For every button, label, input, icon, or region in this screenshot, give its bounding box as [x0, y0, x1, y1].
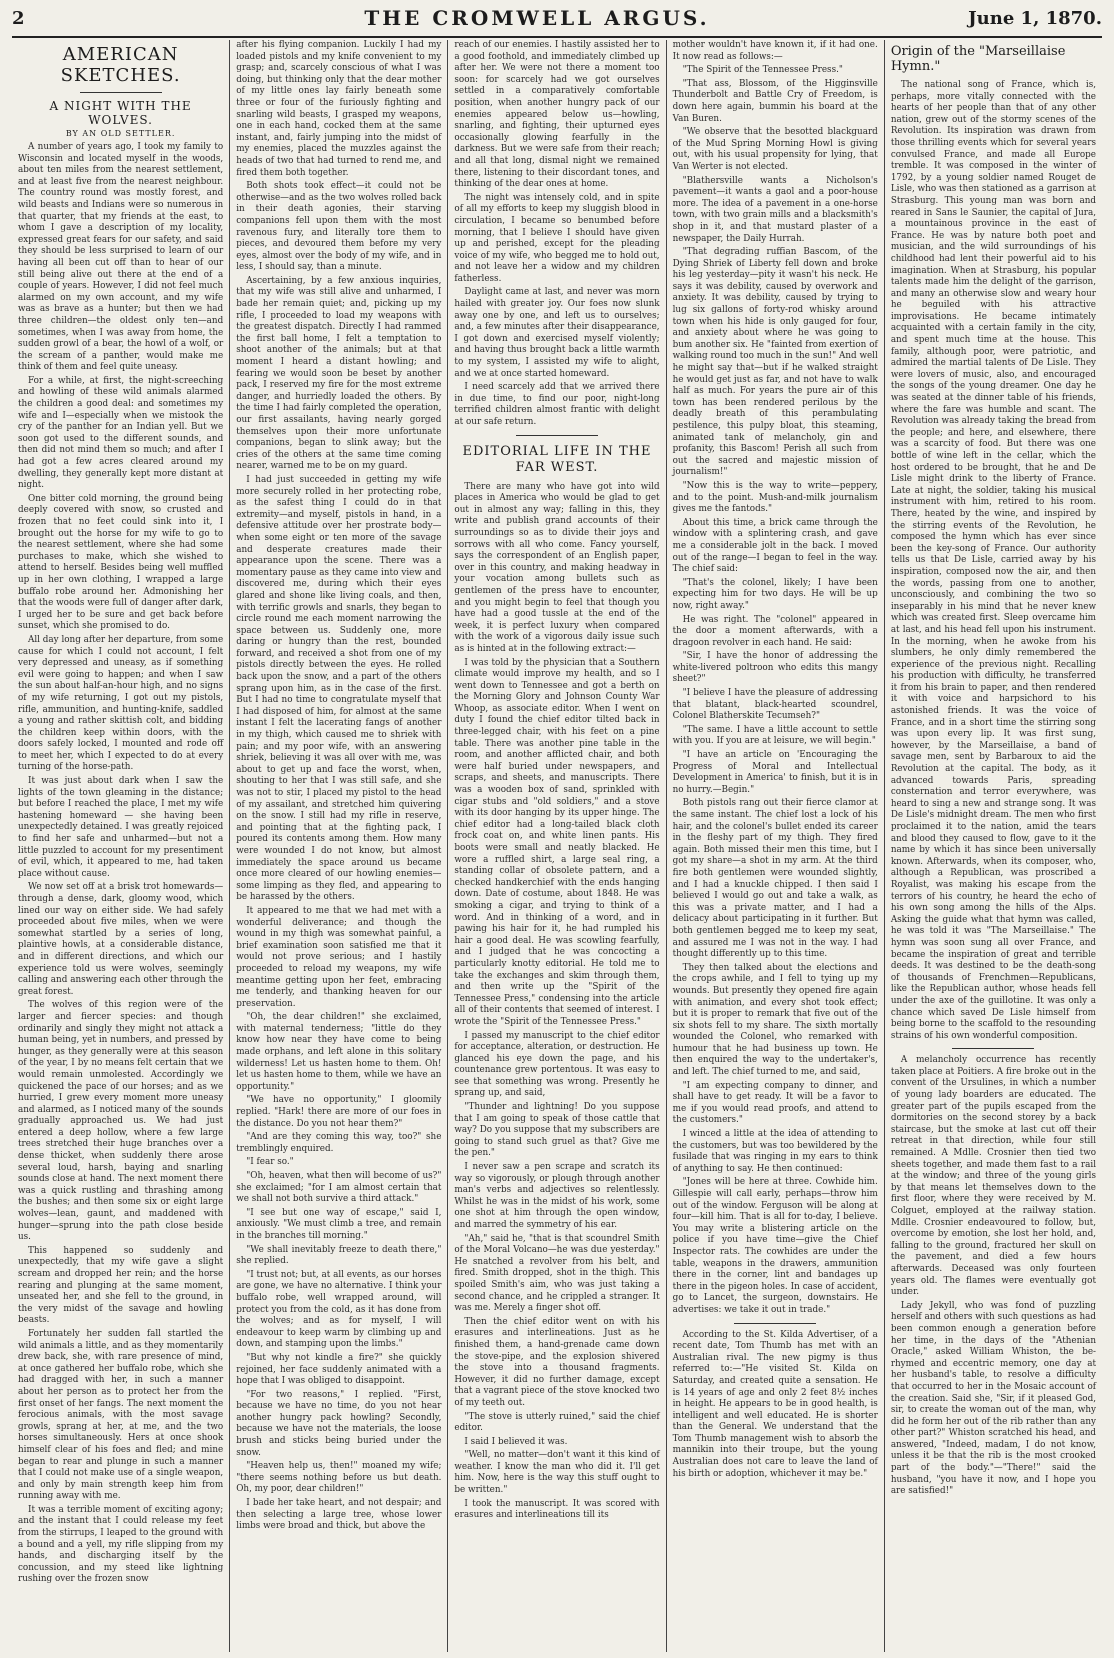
article-body	[18, 142, 223, 1586]
article-body	[236, 40, 441, 1533]
article-body	[673, 1330, 878, 1481]
paragraph: reach of our enemies. I hastily assisted her to a good foothold, and immediately climbed up after her. We were not there a moment too soon: for scarcely had we got ourselves settled in a comparatively comfortable position, when another hungry pack of our enemies appeared below us—howling, snarling, and fighting, their upturned eyes occasionally glowing fearfully in the darkness. But we were safe from their reach; and all that long, dismal night we remained there, listening to their discordant tones, and thinking of the dear ones at home.	[454, 40, 660, 190]
paragraph: "Ah," said he, "that is that scoundrel Smith of the Moral Volcano—he was due yesterday." He snatched a revolver from his belt, and fired. Smith dropped, shot in the thigh. This spoiled Smith's aim, who was just taking a second chance, and he crippled a stranger. It was me. Merely a finger shot off.	[454, 1233, 660, 1314]
paragraph: "Well, no matter—don't want it this kind of weather. I know the man who did it. I'll get him. Now, here is the way this stuff ought to be written."	[454, 1450, 660, 1496]
paragraph: "Heaven help us, then!" moaned my wife; "there seems nothing before us but death. Oh, my poor, dear children!"	[236, 1461, 442, 1495]
paragraph: There are many who have got into wild places in America who would be glad to get out in almost any way; falling in this, they write and publish grand accounts of their surroundings so as to divide their joys and sorrows with all who come. Fancy yourself, says the correspondent of an English paper, over in this country, and making headway in your vocation among bullets such as gentlemen of the press have to encounter, and you might begin to feel that though you have had a good tussle at the end of the week, it is perfect luxury when compared with the work of a vigorous daily issue such as is hinted at in the following extract:—	[454, 481, 660, 654]
section-heading: AMERICAN SKETCHES.	[60, 44, 181, 86]
paragraph: "And are they coming this way, too?" she tremblingly enquired.	[236, 1132, 442, 1154]
paragraph: "The stove is utterly ruined," said the chief editor.	[454, 1411, 660, 1434]
paragraph: I never saw a pen scrape and scratch its way so vigorously, or plough through another man's verbs and adjectives so relentlessly. Whilst he was in the midst of his work, some one shot at him through the open window, and marred the symmetry of his ear.	[454, 1162, 660, 1230]
paragraph: "Blathersville wants a Nicholson's pavement—it wants a gaol and a poor-house more. The idea of a pavement in a one-horse town, with two grain mills and a blacksmith's shop in it, and that mustard plaster of a newspaper, the Daily Hurrah.	[672, 175, 878, 244]
paragraph: after his flying companion. Luckily I had my loaded pistols and my knife convenient to my grasp; and, scarcely conscious of what I was doing, but thinking only that the dear mother of my little ones lay fairly beneath some three or four of the furiously fighting and snarling wild beasts, I grasped my weapons, one in each hand, cocked them at the same instant, and, fairly jumping into the midst of my enemies, placed the muzzles against the heads of two that had turned to rend me, and fired them both together.	[236, 40, 442, 178]
paragraph: Fortunately her sudden fall startled the wild animals a little, and as they momentarily drew back, she, with rare presence of mind, at once gathered her buffalo robe, which she had dragged with her, in such a manner about her person as to protect her from the first onset of her fangs. The next moment the ferocious animals, with the most savage growls, sprang at her, at me, and the two horses simultaneously. Hers at once shook himself clear of his foes and fled; and mine began to rear and plunge in such a manner that I could not make use of a single weapon, and only by main strength keep him from running away with me.	[18, 1328, 224, 1502]
column-3	[448, 40, 666, 1652]
paragraph: I winced a little at the idea of attending to the customers, but was too bewildered by the fusilade that was ringing in my ears to think of anything to say. He then continued:	[672, 1129, 878, 1174]
paragraph: A melancholy occurrence has recently taken place at Poitiers. A fire broke out in the convent of the Ursulines, in which a number of young lady boarders are educated. The greater part of the pupils escaped from the dormitories on the second storey by a back staircase, but the smoke at last cut off their retreat in that direction, while four still remained. A Mdlle. Crosnier then tied two sheets together, and made them fast to a rail at the window; and three of the young girls by that means let themselves down to the first floor, where they were received by M. Colguet, employed at the railway station. Mdlle. Crosnier endeavoured to follow, but, overcome by emotion, she lost her hold, and, falling to the ground, fractured her skull on the pavement, and died a few hours afterwards. Deceased was only fourteen years old. The flames were eventually got under.	[890, 1055, 1097, 1298]
article-body	[673, 40, 878, 1317]
paragraph: "That degrading ruffian Bascom, of the Dying Shriek of Liberty fell down and broke his leg yesterday—pity it wasn't his neck. He says it was debility, caused by overwork and anxiety. It was debility, caused by trying to lug six gallons of forty-rod whisky around town when his hide is only gauged for four, and anxiety about where he was going to bum another six. He "fainted from exertion of walking round too much in the sun!" And well he might say that—but if he walked straight he would get just as far, and not have to walk half as much. For years the pure air of this town has been rendered perilous by the deadly breath of this perambulating pestilence, this pulpy bloat, this steaming, animated tank of melancholy, gin and profanity, this Bascom! Perish all such from out the sacred and majestic mission of journalism!"	[672, 247, 878, 478]
paragraph: Lady Jekyll, who was fond of puzzling herself and others with such questions as had been common enough a generation before her time, in the days of the "Athenian Oracle," asked William Whiston, the be-rhymed and eccentric memory, one day at her husband's table, to resolve a difficulty that occurred to her in the Mosaic account of the creation. Said she, "Sir, if it pleased God, sir, to create the woman out of the man, why did he form her out of the rib rather than any other part?" Whiston scratched his head, and answered, "Indeed, madam, I do not know, unless it be that the rib is the most crooked part of the body."—"There!" said the husband, "you have it now, and I hope you are satisfied!"	[890, 1300, 1097, 1497]
column-1	[12, 40, 230, 1652]
paragraph: "We observe that the besotted blackguard of the Mud Spring Morning Howl is giving out, with his usual propensity for lying, that Van Werter is not elected.	[672, 127, 878, 172]
paragraph: The wolves of this region were of the larger and fiercer species: and though ordinarily and singly they might not attack a human being, yet in numbers, and pressed by hunger, as they generally were at this season of the year, I by no means felt certain that we would remain unmolested. Accordingly we quickened the pace of our horses; and as we hurried, I grew every moment more uneasy and alarmed, as I noticed many of the sounds gradually approached us. We had just entered a deep hollow, where a few large trees stretched their huge branches over a dense thicket, when suddenly there arose several loud, harsh, baying and snarling sounds close at hand. The next moment there was a quick rustling and thrashing among the bushes; and then some six or eight large wolves—lean, gaunt, and maddened with hunger—sprung into the path close beside us.	[18, 1000, 224, 1243]
paragraph: One bitter cold morning, the ground being deeply covered with snow, so crusted and frozen that no feet could sink into it, I brought out the horse for my wife to go to the nearest settlement, where she had some purchases to make, which she wished to attend to herself. Besides being well muffled up in her own clothing, I wrapped a large buffalo robe around her. Admonishing her that the woods were full of danger after dark, I urged her to be sure and get back before sunset, which she promised to do.	[18, 493, 224, 632]
divider	[734, 1323, 816, 1324]
article-byline: BY AN OLD SETTLER.	[65, 129, 176, 138]
paragraph: "We have no opportunity," I gloomily replied. "Hark! there are more of our foes in the distance. Do you not hear them?"	[236, 1095, 442, 1129]
paragraph: "That ass, Blossom, of the Higginsville Thunderbolt and Battle Cry of Freedom, is down here again, bummin his board at the Van Buren.	[672, 78, 878, 124]
paragraph: Then the chief editor went on with his erasures and interlineations. Just as he finished them, a hand-grenade came down the stove-pipe, and the explosion shivered the stove into a thousand fragments. However, it did no further damage, except that a vagrant piece of the stove knocked two of my teeth out.	[454, 1316, 660, 1408]
paragraph: "The same. I have a little account to settle with you. If you are at leisure, we will begin."	[672, 724, 878, 747]
paragraph: "Thunder and lightning! Do you suppose that I am going to speak of those cattle that way? Do you suppose that my subscribers are going to stand such gruel as that? Give me the pen."	[454, 1102, 660, 1159]
article-headline: EDITORIAL LIFE IN THE FAR WEST.	[462, 443, 652, 475]
paragraph: I had just succeeded in getting my wife more securely rolled in her protecting robe, as the safest thing I could do in that extremity—and myself, pistols in hand, in a defensive attitude over her prostrate body—when some eight or ten more of the savage and desperate creatures made their appearance upon the scene. There was a momentary pause as they came into view and discovered me, during which their eyes glared and shone like living coals, and then, with terrific growls and snarls, they began to circle round me each moment narrowing the space between us. Suddenly one, more daring or hungry than the rest, bounded forward, and received a shot from one of my pistols directly between the eyes. He rolled back upon the snow, and a part of the others sprang upon him, as in the case of the first. But I had no time to congratulate myself that I had disposed of him, for almost at the same instant I felt the lacerating fangs of another in my thigh, which caused me to shriek with pain; and my poor wife, with an answering shriek, believing it was all over with me, was about to get up and face the worst, when, shouting to her that I was still safe, and she was not to stir, I placed my pistol to the head of my assailant, and stretched him quivering on the snow. I still had my rifle in reserve, and pointing that at the fighting pack, I poured its contents among them. How many were wounded I do not know, but almost immediately the space around us became once more cleared of our howling enemies—some limping as they fled, and appearing to be harassed by the others.	[236, 474, 442, 903]
paragraph: "But why not kindle a fire?" she quickly rejoined, her face suddenly animated with a hope that I was obliged to disappoint.	[236, 1352, 442, 1387]
paragraph: I took the manuscript. It was scored with erasures and interlineations till its	[454, 1498, 660, 1521]
paragraph: "The Spirit of the Tennessee Press."	[682, 65, 843, 76]
paragraph: "I am expecting company to dinner, and shall have to get ready. It will be a favor to me if you would read proofs, and attend to the customers."	[672, 1080, 878, 1126]
paragraph: "Now this is the way to write—peppery, and to the point. Mush-and-milk journalism gives me the fantods."	[672, 480, 878, 515]
page-number: 2	[12, 7, 25, 29]
paragraph: All day long after her departure, from some cause for which I could not account, I felt very depressed and uneasy, as if something evil were going to happen; and when I saw the sun about half-an-hour high, and no signs of my wife returning, I got out my pistols, rifle, ammunition, and hunting-knife, saddled a young and rather skittish colt, and bidding the children keep within doors, with the doors safely locked, I mounted and rode off to meet her, which I expected to do at every turning of the horse-path.	[18, 634, 224, 773]
paragraph: mother wouldn't have known it, if it had one. It now read as follows:—	[672, 40, 878, 62]
paragraph: "We shall inevitably freeze to death there," she replied.	[236, 1244, 442, 1267]
article-body	[891, 1055, 1096, 1498]
divider	[516, 435, 598, 436]
paragraph: Both shots took effect—it could not be otherwise—and as the two wolves rolled back in their death agonies, their starving companions fell upon them with the most ravenous fury, and literally tore them to pieces, and devoured them before my very eyes, almost over the body of my wife, and in less, I should say, than a minute.	[236, 181, 442, 273]
paragraph: It was a terrible moment of exciting agony; and the instant that I could release my feet from the stirrups, I leaped to the ground with a bound and a yell, my rifle slipping from my hands, and discharging itself by the concussion, and my steed like lightning rushing over the frozen snow	[18, 1504, 224, 1585]
masthead	[12, 0, 1102, 38]
paragraph: "I fear so."	[246, 1157, 294, 1168]
paragraph: The national song of France, which is, perhaps, more vitally connected with the hearts of her people than that of any other nation, grew out of the stormy scenes of the Revolution. Its inspiration was drawn from those thrilling events which for several years convulsed France, and made all Europe tremble. It was composed in the winter of 1792, by a young soldier named Rouget de Lisle, who was then stationed as a garrison at Strasburg. This young man was born and reared in Sans le Saunier, the capital of Jura, a mountainous province in the east of France. He was by nature both poet and musician, and the wild surroundings of his childhood had lent their powerful aid to his imagination. When at Strasburg, his popular talents made him the delight of the garrison, and many an otherwise slow and weary hour he beguiled with his attractive improvisations. He became intimately acquainted with a certain family in the city, and spent much time at the house. This family, although poor, were patriotic, and admired the martial talents of De Lisle. They were lovers of music, also, and encouraged the songs of the young dreamer. One day he was seated at the dinner table of his friends, where the fare was humble and scant. The Revolution was already taking the bread from the people; and here, and elsewhere, there was a scarcity of food. But there was one bottle of wine left in the cellar, which the host ordered to be brought, that he and De Lisle might drink to the liberty of France. Late at night, the soldier, taking his musical instrument with him, retired to his room. There, heated by the wine, and inspired by the stirring events of the Revolution, he composed the hymn which has ever since been the key-song of France. Our authority tells us that De Lisle, carried away by his inspiration, composed now the air, and then the words, passing from one to another, unconsciously, and combining the two so inseparably in his mind that he never knew which was created first. Sleep overcame him at last, and his head fell upon his instrument. In the morning, when he awoke from his slumbers, he only dimly remembered the experience of the previous night. Recalling his production with difficulty, he transferred it from his brain to paper, and then rendered it with voice and harpsichord to his astonished friends. It was the voice of France, and in a short time the stirring song was upon every lip. It was first sung, however, by the Marseillaise, a band of savage men, sent by Barbaroux to aid the Revolution at the capital. The body, as it advanced towards Paris, spreading consternation and terror everywhere, was heard to sing a new and strange song. It was De Lisle's midnight dream. The men who first proclaimed it to the nation, amid the tears and blood they caused to flow, gave to it the name by which it has since been universally known. Afterwards, when its composer, who, although a Republican, was proscribed a Royalist, was making his escape from the terrors of his country, he heard the echo of his own song among the hills of the Alps. Asking the guide what that hymn was called, he was told it was "The Marseillaise." The hymn was soon sung all over France, and became the inspiration of great and terrible deeds. It was destined to be the death-song of thousands of Frenchmen—Republicans, like the Republican author, whose heads fell under the axe of the guillotine. It was only a chance which saved De Lisle himself from being borne to the scaffold to the resounding strains of his own wonderful composition.	[890, 80, 1097, 1041]
paragraph: It was just about dark when I saw the lights of the town gleaming in the distance; but before I reached the place, I met my wife hastening homeward — she having been unexpectedly detained. I was greatly rejoiced to find her safe and unharmed—but not a little puzzled to account for my presentiment of evil, which, it appeared to me, had taken place without cause.	[18, 776, 224, 879]
columns	[12, 40, 1102, 1652]
newspaper-title: THE CROMWELL ARGUS.	[364, 6, 710, 30]
paragraph: I passed my manuscript to the chief editor for acceptance, alteration, or destruction. He glanced his eye down the page, and his countenance grew portentous. It was easy to see that something was wrong. Presently he sprang up, and said,	[454, 1030, 660, 1099]
paragraph: "That's the colonel, likely; I have been expecting him for two days. He will be up now, right away."	[672, 577, 878, 611]
paragraph: I was told by the physician that a Southern climate would improve my health, and so I went down to Tennessee and got a berth on the Morning Glory and Johnson County War Whoop, as associate editor. When I went on duty I found the chief editor tilted back in three-legged chair, with his feet on a pine table. There was another pine table in the room, and another afflicted chair, and both were half buried under newspapers, and scraps, and sheets, and manuscripts. There was a wooden box of sand, sprinkled with cigar stubs and "old soldiers," and a stove with its door hanging by its upper hinge. The chief editor had a long-tailed black cloth frock coat on, and white linen pants. His boots were small and neatly blacked. He wore a ruffled shirt, a large seal ring, a standing collar of obsolete pattern, and a checked handkerchief with the ends hanging down. Date of costume, about 1848. He was smoking a cigar, and trying to think of a word. And in thinking of a word, and in pawing his hair for it, he had rumpled his hair a good deal. He was scowling fearfully, and I judged that he was concocting a particularly knotty editorial. He told me to take the exchanges and skim through them, and then write up the "Spirit of the Tennessee Press," condensing into the article all of their contents that seemed of interest. I wrote the "Spirit of the Tennessee Press."	[454, 657, 660, 1027]
paragraph: Both pistols rang out their fierce clamor at the same instant. The chief lost a lock of his hair, and the colonel's bullet ended its career in the fleshy part of my thigh. They fired again. Both missed their men this time, but I got my share—a shot in my arm. At the third fire both gentlemen were wounded slightly, and I had a knuckle chipped. I then said I believed I would go out and take a walk, as this was a private matter, and I had a delicacy about participating in it further. But both gentlemen begged me to keep my seat, and assured me I was not in the way. I had thought differently up to this time.	[672, 798, 878, 960]
paragraph: We now set off at a brisk trot homewards—through a dense, dark, gloomy wood, which lined our way on either side. We had safely proceeded about five miles, when we were somewhat startled by a series of long, plaintive howls, at a considerable distance, and in different directions, and which our experience told us were wolves, seemingly calling and answering each other through the great forest.	[18, 882, 224, 997]
article-body	[891, 80, 1096, 1042]
article-headline: Origin of the "Marseillaise Hymn."	[890, 44, 1066, 74]
paragraph: "Oh, heaven, what then will become of us?" she exclaimed; "for I am almost certain that we shall not both survive a third attack."	[236, 1171, 442, 1205]
paragraph: "I see but one way of escape," said I, anxiously. "We must climb a tree, and remain in the branches till morning."	[236, 1207, 442, 1241]
paragraph: "I have an article on 'Encouraging the Progress of Moral and Intellectual Development in America' to finish, but it is in no hurry.—Begin."	[672, 750, 878, 795]
paragraph: "Jones will be here at three. Cowhide him. Gillespie will call early, perhaps—throw him out of the window. Ferguson will be along at four—kill him. That is all for to-day, I believe. You may write a blistering article on the police if you have time—give the Chief Inspector rats. The cowhides are under the table, weapons in the drawers, ammunition there in the corner, lint and bandages up there in the pigeon holes. In case of accident, go to Lancet, the surgeon, downstairs. He advertises: we take it out in trade."	[672, 1177, 878, 1315]
divider	[80, 92, 162, 93]
paragraph: For a while, at first, the night-screeching and howling of these wild animals alarmed the children a good deal: and sometimes my wife and I—especially when we mistook the cry of the panther for an Indian yell. But we soon got used to the different sounds, and then did not mind them so much; and after I had got a few acres cleared around my dwelling, they generally kept more distant at night.	[18, 375, 224, 491]
paragraph: "I trust not; but, at all events, as our horses are gone, we have no alternative. I think your buffalo robe, well wrapped around, will protect you from the cold, as it has done from the wolves; and as for myself, I will endeavour to keep warm by climbing up and down, and stamping upon the limbs."	[236, 1269, 442, 1350]
paragraph: I need scarcely add that we arrived there in due time, to find our poor, night-long terrified children almost frantic with delight at our safe return.	[454, 382, 660, 427]
column-5	[885, 40, 1102, 1652]
article-body	[454, 40, 659, 429]
paragraph: They then talked about the elections and the crops awhile, and I fell to tying up my wounds. But presently they opened fire again with animation, and every shot took effect; but it is proper to remark that five out of the six shots fell to my share. The sixth mortally wounded the Colonel, who remarked with humour that he had business up town. He then enquired the way to the undertaker's, and left. The chief turned to me, and said,	[672, 962, 878, 1078]
paragraph: I said I believed it was.	[464, 1436, 568, 1447]
paragraph: This happened so suddenly and unexpectedly, that my wife gave a slight scream and dropped her rein; and the horse rearing and plunging at the same moment, unseated her, and she fell to the ground, in the very midst of the savage and howling beasts.	[18, 1245, 224, 1326]
paragraph: It appeared to me that we had met with a wonderful deliverance; and though the wound in my thigh was somewhat painful, a brief examination soon satisfied me that it would not prove serious; and I hastily proceeded to reload my weapons, my wife meantime getting upon her feet, embracing me tenderly, and thanking heaven for our preservation.	[236, 905, 442, 1009]
paragraph: "For two reasons," I replied. "First, because we have no time, do you not hear another hungry pack howling? Secondly, because we have not the materials, the loose brush and sticks being buried under the snow.	[236, 1389, 442, 1458]
article-body	[454, 482, 659, 1522]
paragraph: He was right. The "colonel" appeared in the door a moment afterwards, with a dragoon revolver in each hand. He said:	[672, 614, 878, 648]
paragraph: Ascertaining, by a few anxious inquiries, that my wife was still alive and unharmed, I bade her remain quiet; and, picking up my rifle, I proceeded to load my weapons with the greatest dispatch. Directly I had rammed the first ball home, I felt a temptation to shoot another of the animals; but at that moment I heard a distant howling; and fearing we would soon be beset by another pack, I reserved my fire for the most extreme danger, and hurriedly loaded the others. By the time I had fairly completed the operation, our first assailants, having nearly gorged themselves upon their more unfortunate companions, began to slink away; but the cries of the others at the same time coming nearer, warned me to be on my guard.	[236, 275, 442, 472]
issue-date: June 1, 1870.	[968, 7, 1102, 29]
column-2	[230, 40, 448, 1652]
paragraph: Daylight came at last, and never was morn hailed with greater joy. Our foes now slunk away one by one, and left us to ourselves; and, a few minutes after their disappearance, I got down and exercised myself violently; and having thus brought back a little warmth to my system, I assisted my wife to alight, and we at once started homeward.	[454, 287, 660, 379]
paragraph: The night was intensely cold, and in spite of all my efforts to keep my sluggish blood in circulation, I became so benumbed before morning, that I believe I should have given up and perished, except for the pleading voice of my wife, who begged me to hold out, and not leave her a widow and my children fatherless.	[454, 192, 660, 284]
paragraph: I bade her take heart, and not despair; and then selecting a large tree, whose lower limbs were broad and thick, but above the	[236, 1498, 442, 1532]
paragraph: About this time, a brick came through the window with a splintering crash, and gave me a considerable jolt in the back. I moved out of the range—I began to feel in the way. The chief said:	[672, 517, 878, 575]
paragraph: "Oh, the dear children!" she exclaimed, with maternal tenderness; "little do they know how near they have come to being made orphans, and left alone in this solitary wilderness! Let us hasten home to them. Oh! let us hasten home to them, while we have an opportunity."	[236, 1012, 442, 1092]
paragraph: A number of years ago, I took my family to Wisconsin and located myself in the woods, about ten miles from the nearest settlement, and at least five from the nearest neighbour. The country round was mostly forest, and wild beasts and Indians were so numerous in that quarter, that my friends at the east, to whom I gave a description of my locality, expressed great fears for our safety, and said they should be less surprised to learn of our having all been cut off than to hear of our still being alive out there at the end of a couple of years. However, I did not feel much alarmed on my own account, and my wife was as brave as a hunter; but then we had three children—the oldest only ten—and sometimes, when I was away from home, the sudden growl of a bear, the howl of a wolf, or the scream of a panther, would make me think of them and feel quite uneasy.	[18, 142, 224, 373]
paragraph: "I believe I have the pleasure of addressing that blatant, black-hearted scoundrel, Colonel Blatherskite Tecumseh?"	[672, 688, 878, 722]
article-headline: A NIGHT WITH THE WOLVES.	[49, 99, 192, 127]
paragraph: According to the St. Kilda Advertiser, of a recent date, Tom Thumb has met with an Australian rival. The new pigmy is thus referred to:—"He visited St. Kilda on Saturday, and created quite a sensation. He is 14 years of age and only 2 feet 8½ inches in height. He appears to be in good health, is intelligent and well educated. He is shorter than the General. We understand that the Tom Thumb management wish to absorb the mannikin into their troupe, but the young Australian does not care to leave the land of his birth or adoption, whichever it may be."	[672, 1329, 878, 1479]
column-4	[667, 40, 885, 1652]
paragraph: "Sir, I have the honor of addressing the white-livered poltroon who edits this mangy sheet?"	[672, 651, 878, 685]
divider	[952, 1048, 1034, 1049]
